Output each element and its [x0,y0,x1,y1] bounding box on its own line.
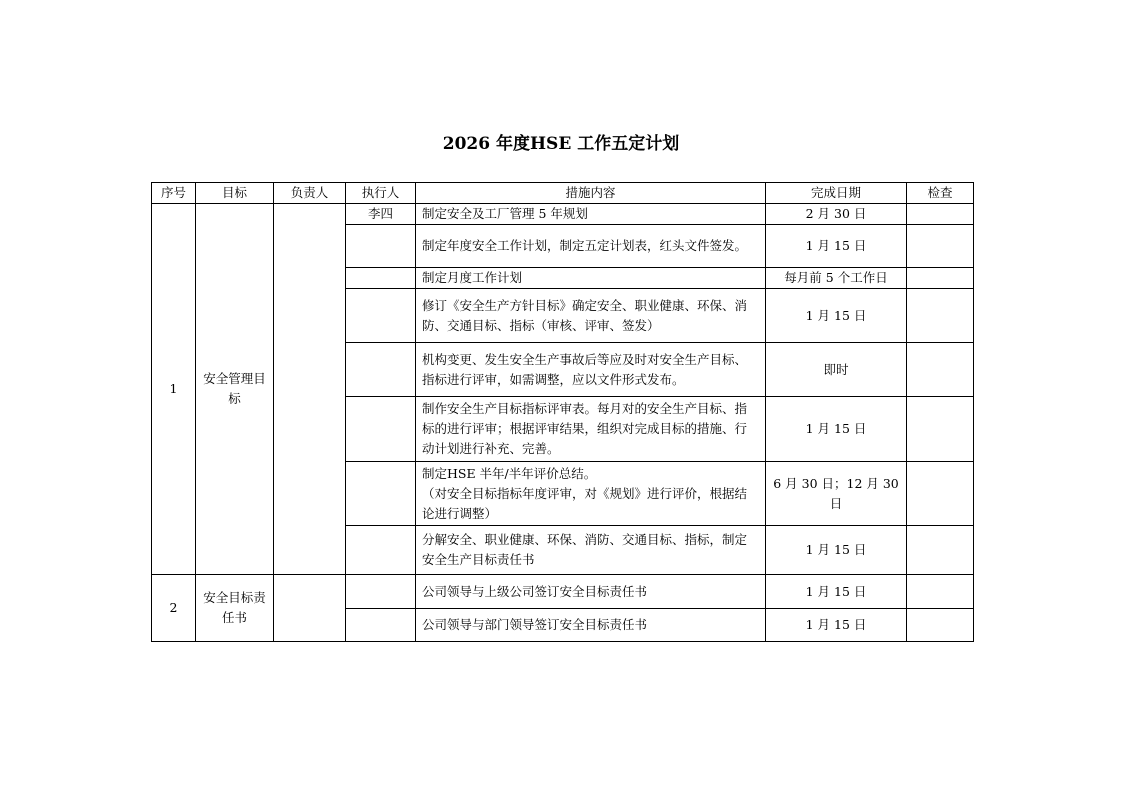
measure-cell: 分解安全、职业健康、环保、消防、交通目标、指标，制定安全生产目标责任书 [416,526,766,575]
goal-cell: 安全管理目标 [196,204,274,575]
check-cell [907,462,974,526]
measure-line: 制定HSE 半年/半年评价总结。 [422,465,597,481]
header-check: 检查 [907,183,974,204]
header-executor: 执行人 [346,183,416,204]
check-cell [907,343,974,397]
measure-cell: 制作安全生产目标指标评审表。每月对的安全生产目标、指标的进行评审；根据评审结果，组织对完成目标的措施、行动计划进行补充、完善。 [416,397,766,462]
header-goal: 目标 [196,183,274,204]
executor-cell [346,225,416,268]
measure-cell: 制定安全及工厂管理 5 年规划 [416,204,766,225]
executor-cell [346,575,416,609]
table-header-row [152,183,974,204]
measure-cell: 制定年度安全工作计划，制定五定计划表，红头文件签发。 [416,225,766,268]
due-date-cell: 1 月 15 日 [766,609,907,642]
executor-cell [346,268,416,289]
owner-cell [274,575,346,642]
table-row [152,204,974,225]
due-date-cell: 1 月 15 日 [766,289,907,343]
due-date-cell: 2 月 30 日 [766,204,907,225]
seq-cell: 2 [152,575,196,642]
header-owner: 负责人 [274,183,346,204]
owner-cell [274,204,346,575]
document-title: 2026 年度HSE 工作五定计划 [442,134,680,154]
check-cell [907,397,974,462]
measure-line: （对安全目标指标年度评审，对《规划》进行评价，根据结论进行调整） [422,485,748,521]
check-cell [907,268,974,289]
goal-cell: 安全目标责任书 [196,575,274,642]
check-cell [907,289,974,343]
measure-cell [416,462,766,526]
check-cell [907,204,974,225]
check-cell [907,575,974,609]
due-date-cell: 1 月 15 日 [766,575,907,609]
check-cell [907,526,974,575]
due-date-cell: 6 月 30 日；12 月 30 日 [766,462,907,526]
check-cell [907,609,974,642]
executor-cell [346,526,416,575]
due-date-cell: 1 月 15 日 [766,526,907,575]
due-date-cell: 即时 [766,343,907,397]
check-cell [907,225,974,268]
executor-cell [346,609,416,642]
header-seq: 序号 [152,183,196,204]
table-row [152,575,974,609]
measure-cell: 机构变更、发生安全生产事故后等应及时对安全生产目标、指标进行评审，如需调整，应以文件形式发布。 [416,343,766,397]
header-due-date: 完成日期 [766,183,907,204]
executor-cell [346,289,416,343]
hse-plan-table [151,182,974,642]
executor-cell [346,397,416,462]
executor-cell: 李四 [346,204,416,225]
measure-cell: 公司领导与上级公司签订安全目标责任书 [416,575,766,609]
due-date-cell: 1 月 15 日 [766,225,907,268]
measure-cell: 修订《安全生产方针目标》确定安全、职业健康、环保、消防、交通目标、指标（审核、评审、签发） [416,289,766,343]
executor-cell [346,343,416,397]
seq-cell: 1 [152,204,196,575]
due-date-cell: 1 月 15 日 [766,397,907,462]
measure-cell: 制定月度工作计划 [416,268,766,289]
due-date-cell: 每月前 5 个工作日 [766,268,907,289]
measure-cell: 公司领导与部门领导签订安全目标责任书 [416,609,766,642]
header-measures: 措施内容 [416,183,766,204]
executor-cell [346,462,416,526]
